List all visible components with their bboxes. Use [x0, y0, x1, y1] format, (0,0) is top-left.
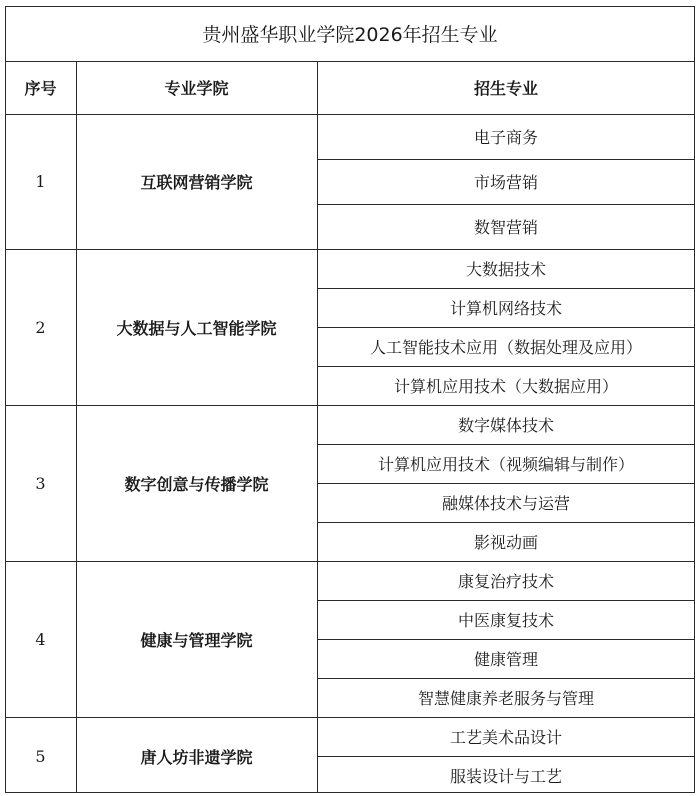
major-cell: 计算机应用技术（大数据应用）: [393, 377, 618, 396]
header-major: 招生专业: [473, 79, 538, 98]
major-cell: 智慧健康养老服务与管理: [417, 689, 594, 708]
college-name: 唐人坊非遗学院: [140, 747, 253, 767]
college-number: 1: [35, 172, 46, 191]
college-name: 健康与管理学院: [140, 630, 253, 650]
college-number: 3: [35, 473, 46, 493]
enrollment-table: [5, 6, 695, 793]
major-cell: 数字媒体技术: [457, 416, 554, 435]
college-name: 互联网营销学院: [140, 173, 253, 192]
college-number: 2: [35, 317, 46, 337]
major-cell: 康复治疗技术: [457, 572, 554, 591]
header-no: 序号: [24, 79, 57, 98]
college-number: 4: [35, 629, 46, 649]
major-cell: 健康管理: [473, 650, 538, 669]
major-cell: 计算机网络技术: [449, 299, 562, 318]
major-cell: 影视动画: [473, 533, 538, 552]
header-college: 专业学院: [164, 79, 229, 98]
major-cell: 电子商务: [473, 128, 538, 147]
major-cell: 服装设计与工艺: [449, 767, 562, 786]
major-cell: 市场营销: [473, 173, 538, 192]
college-number: 5: [35, 746, 46, 766]
major-cell: 大数据技术: [465, 260, 546, 279]
major-cell: 融媒体技术与运营: [441, 494, 570, 513]
college-name: 大数据与人工智能学院: [116, 318, 277, 338]
table-title: 贵州盛华职业学院2026年招生专业: [202, 24, 498, 46]
major-cell: 中医康复技术: [457, 611, 554, 630]
major-cell: 工艺美术品设计: [449, 728, 562, 747]
major-cell: 计算机应用技术（视频编辑与制作）: [377, 455, 634, 474]
major-cell: 人工智能技术应用（数据处理及应用）: [369, 338, 642, 357]
major-cell: 数智营销: [473, 218, 538, 237]
college-name: 数字创意与传播学院: [124, 474, 269, 494]
